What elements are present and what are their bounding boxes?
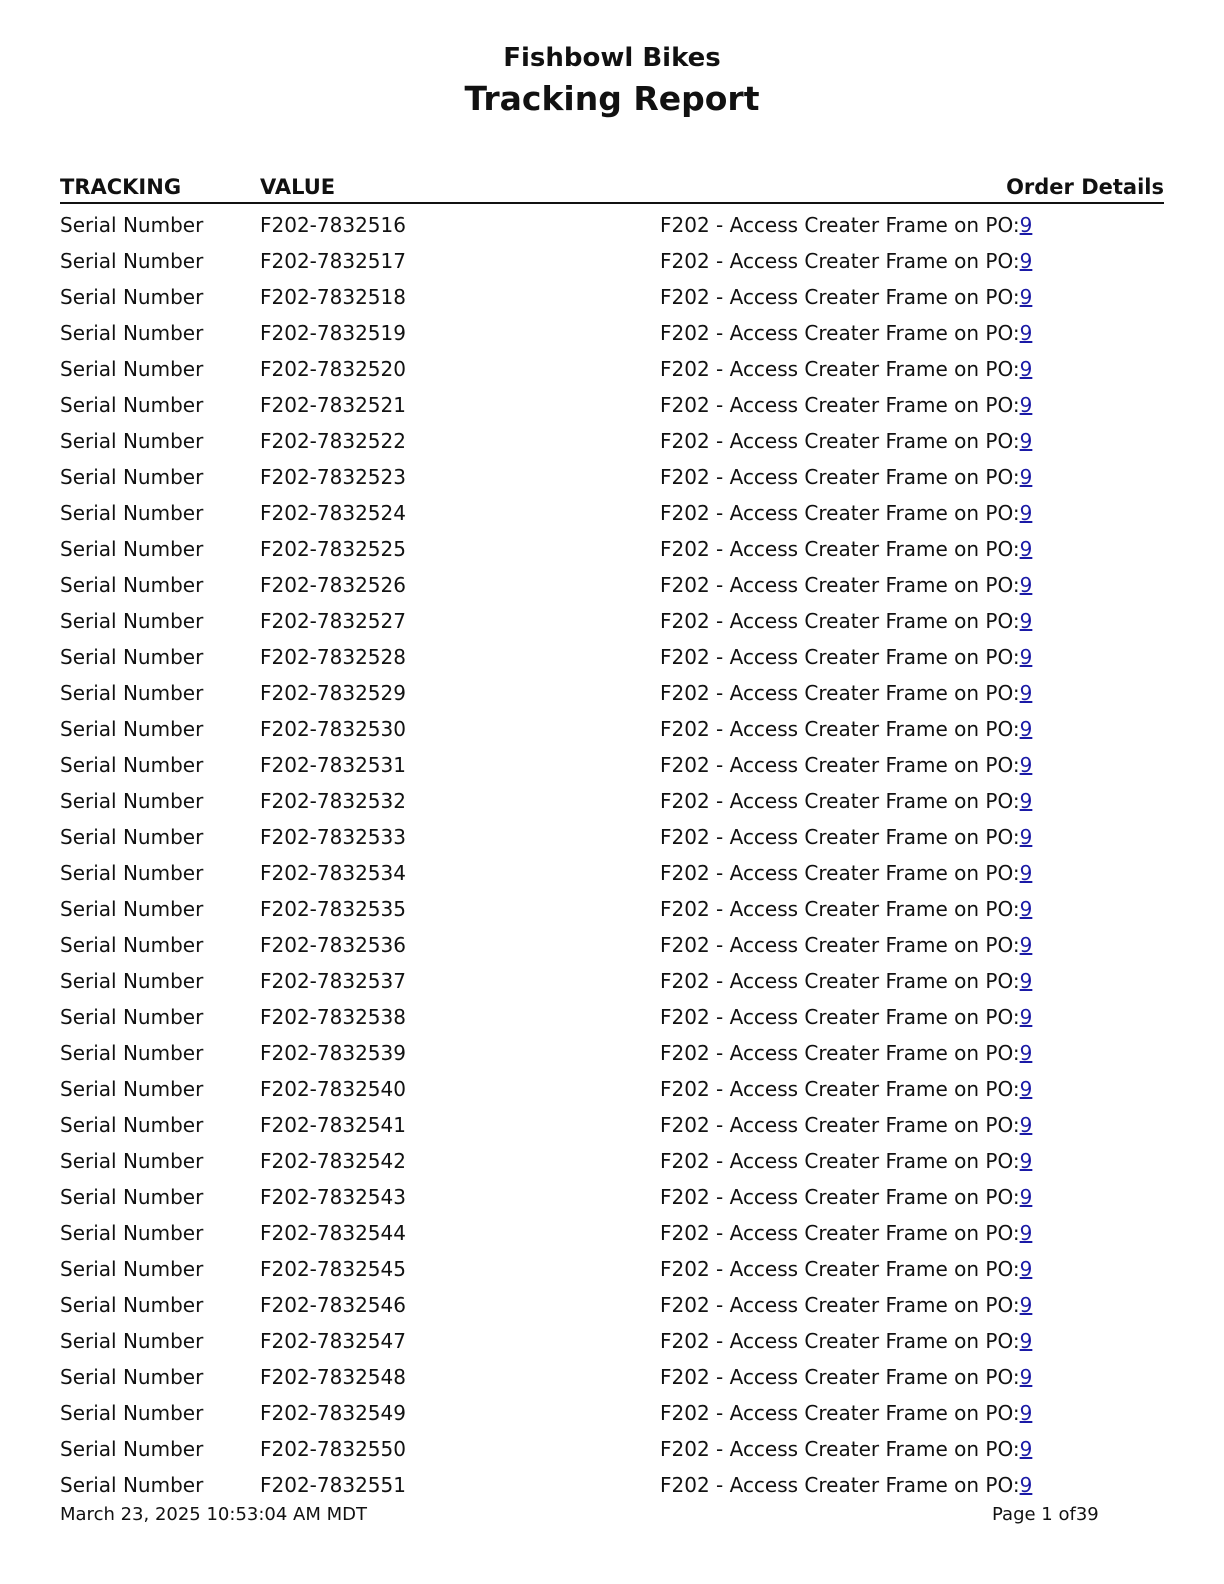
table-row: [60, 965, 1164, 1001]
table-row: [60, 1361, 1164, 1397]
report-timestamp: March 23, 2025 10:53:04 AM MDT: [60, 1504, 367, 1525]
page-number: Page 1 of39: [992, 1504, 1099, 1525]
table-row: [60, 785, 1164, 821]
serial-value: F202-7832542: [260, 1149, 406, 1173]
table-row: [60, 569, 1164, 605]
table-row: [60, 857, 1164, 893]
order-detail-text: F202 - Access Creater Frame on PO:: [660, 933, 1020, 957]
order-detail: [660, 1289, 1032, 1321]
order-detail-text: F202 - Access Creater Frame on PO:: [660, 1365, 1020, 1389]
order-detail: [660, 569, 1032, 601]
po-link[interactable]: 9: [1019, 1401, 1033, 1425]
tracking-type: Serial Number: [60, 897, 204, 921]
tracking-type: Serial Number: [60, 465, 204, 489]
po-link[interactable]: 9: [1019, 969, 1033, 993]
po-link[interactable]: 9: [1019, 933, 1033, 957]
po-link[interactable]: 9: [1019, 1041, 1033, 1065]
po-link[interactable]: 9: [1019, 357, 1033, 381]
order-detail: [660, 209, 1032, 241]
table-row: [60, 1001, 1164, 1037]
serial-value: F202-7832516: [260, 213, 406, 237]
table-row: [60, 1217, 1164, 1253]
tracking-type: Serial Number: [60, 753, 204, 777]
po-link[interactable]: 9: [1019, 1473, 1033, 1497]
po-link[interactable]: 9: [1019, 717, 1033, 741]
order-detail: [660, 281, 1032, 313]
table-row: [60, 893, 1164, 929]
table-row: [60, 317, 1164, 353]
page-footer: [60, 1500, 1164, 1530]
tracking-type: Serial Number: [60, 573, 204, 597]
order-detail-text: F202 - Access Creater Frame on PO:: [660, 969, 1020, 993]
serial-value: F202-7832548: [260, 1365, 406, 1389]
po-link[interactable]: 9: [1019, 1149, 1033, 1173]
table-row: [60, 389, 1164, 425]
tracking-type: Serial Number: [60, 537, 204, 561]
order-detail: [660, 1181, 1032, 1213]
serial-value: F202-7832526: [260, 573, 406, 597]
order-detail-text: F202 - Access Creater Frame on PO:: [660, 825, 1020, 849]
tracking-type: Serial Number: [60, 933, 204, 957]
order-detail-text: F202 - Access Creater Frame on PO:: [660, 429, 1020, 453]
po-link[interactable]: 9: [1019, 681, 1033, 705]
order-detail-text: F202 - Access Creater Frame on PO:: [660, 285, 1020, 309]
serial-value: F202-7832528: [260, 645, 406, 669]
tracking-type: Serial Number: [60, 969, 204, 993]
tracking-type: Serial Number: [60, 357, 204, 381]
table-row: [60, 677, 1164, 713]
order-detail: [660, 317, 1032, 349]
order-detail: [660, 749, 1032, 781]
tracking-type: Serial Number: [60, 321, 204, 345]
order-detail-text: F202 - Access Creater Frame on PO:: [660, 213, 1020, 237]
order-detail: [660, 1433, 1032, 1465]
tracking-type: Serial Number: [60, 1221, 204, 1245]
order-detail-text: F202 - Access Creater Frame on PO:: [660, 249, 1020, 273]
report-title: Tracking Report: [464, 79, 760, 118]
tracking-type: Serial Number: [60, 1401, 204, 1425]
order-detail: [660, 821, 1032, 853]
table-row: [60, 1289, 1164, 1325]
serial-value: F202-7832546: [260, 1293, 406, 1317]
order-detail-text: F202 - Access Creater Frame on PO:: [660, 537, 1020, 561]
tracking-type: Serial Number: [60, 717, 204, 741]
table-row: [60, 353, 1164, 389]
order-detail: [660, 1145, 1032, 1177]
order-detail-text: F202 - Access Creater Frame on PO:: [660, 1041, 1020, 1065]
table-row: [60, 497, 1164, 533]
serial-value: F202-7832519: [260, 321, 406, 345]
tracking-type: Serial Number: [60, 1041, 204, 1065]
po-link[interactable]: 9: [1019, 573, 1033, 597]
serial-value: F202-7832521: [260, 393, 406, 417]
order-detail: [660, 713, 1032, 745]
serial-value: F202-7832544: [260, 1221, 406, 1245]
serial-value: F202-7832529: [260, 681, 406, 705]
serial-value: F202-7832539: [260, 1041, 406, 1065]
order-detail-text: F202 - Access Creater Frame on PO:: [660, 393, 1020, 417]
serial-value: F202-7832536: [260, 933, 406, 957]
serial-value: F202-7832538: [260, 1005, 406, 1029]
order-detail-text: F202 - Access Creater Frame on PO:: [660, 501, 1020, 525]
table-row: [60, 245, 1164, 281]
serial-value: F202-7832527: [260, 609, 406, 633]
po-link[interactable]: 9: [1019, 285, 1033, 309]
table-row: [60, 1253, 1164, 1289]
table-row: [60, 821, 1164, 857]
po-link[interactable]: 9: [1019, 537, 1033, 561]
column-header-value: VALUE: [260, 175, 336, 199]
serial-value: F202-7832522: [260, 429, 406, 453]
po-link[interactable]: 9: [1019, 609, 1033, 633]
order-detail: [660, 893, 1032, 925]
po-link[interactable]: 9: [1019, 1257, 1033, 1281]
po-link[interactable]: 9: [1019, 1365, 1033, 1389]
tracking-type: Serial Number: [60, 1293, 204, 1317]
table-row: [60, 1325, 1164, 1361]
order-detail: [660, 533, 1032, 565]
order-detail: [660, 677, 1032, 709]
tracking-type: Serial Number: [60, 645, 204, 669]
table-row: [60, 1433, 1164, 1469]
table-row: [60, 425, 1164, 461]
order-detail-text: F202 - Access Creater Frame on PO:: [660, 1077, 1020, 1101]
po-link[interactable]: 9: [1019, 1185, 1033, 1209]
tracking-type: Serial Number: [60, 1365, 204, 1389]
order-detail-text: F202 - Access Creater Frame on PO:: [660, 1401, 1020, 1425]
order-detail-text: F202 - Access Creater Frame on PO:: [660, 573, 1020, 597]
order-detail: [660, 461, 1032, 493]
order-detail-text: F202 - Access Creater Frame on PO:: [660, 1005, 1020, 1029]
order-detail-text: F202 - Access Creater Frame on PO:: [660, 1257, 1020, 1281]
tracking-type: Serial Number: [60, 501, 204, 525]
serial-value: F202-7832531: [260, 753, 406, 777]
order-detail: [660, 1037, 1032, 1069]
tracking-type: Serial Number: [60, 429, 204, 453]
order-detail: [660, 389, 1032, 421]
order-detail-text: F202 - Access Creater Frame on PO:: [660, 897, 1020, 921]
table-row: [60, 1181, 1164, 1217]
tracking-type: Serial Number: [60, 609, 204, 633]
order-detail-text: F202 - Access Creater Frame on PO:: [660, 1437, 1020, 1461]
po-link[interactable]: 9: [1019, 645, 1033, 669]
po-link[interactable]: 9: [1019, 249, 1033, 273]
order-detail-text: F202 - Access Creater Frame on PO:: [660, 1293, 1020, 1317]
order-detail: [660, 497, 1032, 529]
po-link[interactable]: 9: [1019, 1113, 1033, 1137]
tracking-type: Serial Number: [60, 285, 204, 309]
order-detail-text: F202 - Access Creater Frame on PO:: [660, 465, 1020, 489]
tracking-type: Serial Number: [60, 825, 204, 849]
table-row: [60, 1073, 1164, 1109]
order-detail: [660, 605, 1032, 637]
tracking-type: Serial Number: [60, 393, 204, 417]
serial-value: F202-7832540: [260, 1077, 406, 1101]
table-row: [60, 281, 1164, 317]
table-row: [60, 1037, 1164, 1073]
po-link[interactable]: 9: [1019, 1329, 1033, 1353]
order-detail-text: F202 - Access Creater Frame on PO:: [660, 861, 1020, 885]
po-link[interactable]: 9: [1019, 1221, 1033, 1245]
table-row: [60, 929, 1164, 965]
serial-value: F202-7832541: [260, 1113, 406, 1137]
po-link[interactable]: 9: [1019, 825, 1033, 849]
table-row: [60, 713, 1164, 749]
tracking-type: Serial Number: [60, 1329, 204, 1353]
tracking-type: Serial Number: [60, 1005, 204, 1029]
serial-value: F202-7832523: [260, 465, 406, 489]
order-detail: [660, 1073, 1032, 1105]
order-detail: [660, 1253, 1032, 1285]
order-detail-text: F202 - Access Creater Frame on PO:: [660, 609, 1020, 633]
table-row: [60, 461, 1164, 497]
tracking-type: Serial Number: [60, 1473, 204, 1497]
tracking-type: Serial Number: [60, 1077, 204, 1101]
order-detail-text: F202 - Access Creater Frame on PO:: [660, 1329, 1020, 1353]
order-detail: [660, 1217, 1032, 1249]
company-name: Fishbowl Bikes: [503, 43, 721, 73]
order-detail-text: F202 - Access Creater Frame on PO:: [660, 717, 1020, 741]
serial-value: F202-7832545: [260, 1257, 406, 1281]
order-detail: [660, 929, 1032, 961]
serial-value: F202-7832535: [260, 897, 406, 921]
po-link[interactable]: 9: [1019, 429, 1033, 453]
serial-value: F202-7832532: [260, 789, 406, 813]
order-detail-text: F202 - Access Creater Frame on PO:: [660, 681, 1020, 705]
tracking-type: Serial Number: [60, 1257, 204, 1281]
table-row: [60, 1397, 1164, 1433]
po-link[interactable]: 9: [1019, 1005, 1033, 1029]
table-row: [60, 749, 1164, 785]
tracking-type: Serial Number: [60, 1149, 204, 1173]
column-header-tracking: TRACKING: [60, 175, 182, 199]
tracking-type: Serial Number: [60, 213, 204, 237]
table-row: [60, 605, 1164, 641]
order-detail: [660, 1325, 1032, 1357]
serial-value: F202-7832524: [260, 501, 406, 525]
order-detail-text: F202 - Access Creater Frame on PO:: [660, 1149, 1020, 1173]
table-row: [60, 1145, 1164, 1181]
order-detail-text: F202 - Access Creater Frame on PO:: [660, 1113, 1020, 1137]
po-link[interactable]: 9: [1019, 1077, 1033, 1101]
po-link[interactable]: 9: [1019, 393, 1033, 417]
table-row: [60, 1109, 1164, 1145]
table-row: [60, 533, 1164, 569]
serial-value: F202-7832551: [260, 1473, 406, 1497]
order-detail: [660, 425, 1032, 457]
serial-value: F202-7832549: [260, 1401, 406, 1425]
order-detail: [660, 245, 1032, 277]
po-link[interactable]: 9: [1019, 861, 1033, 885]
serial-value: F202-7832543: [260, 1185, 406, 1209]
tracking-type: Serial Number: [60, 1437, 204, 1461]
order-detail: [660, 1397, 1032, 1429]
tracking-type: Serial Number: [60, 789, 204, 813]
serial-value: F202-7832517: [260, 249, 406, 273]
po-link[interactable]: 9: [1019, 1437, 1033, 1461]
order-detail: [660, 785, 1032, 817]
order-detail-text: F202 - Access Creater Frame on PO:: [660, 321, 1020, 345]
order-detail: [660, 1109, 1032, 1141]
table-header: [60, 172, 1164, 204]
order-detail: [660, 641, 1032, 673]
serial-value: F202-7832547: [260, 1329, 406, 1353]
serial-value: F202-7832550: [260, 1437, 406, 1461]
order-detail-text: F202 - Access Creater Frame on PO:: [660, 1473, 1020, 1497]
serial-value: F202-7832525: [260, 537, 406, 561]
tracking-type: Serial Number: [60, 861, 204, 885]
order-detail: [660, 857, 1032, 889]
po-link[interactable]: 9: [1019, 213, 1033, 237]
po-link[interactable]: 9: [1019, 789, 1033, 813]
tracking-type: Serial Number: [60, 1185, 204, 1209]
order-detail: [660, 965, 1032, 997]
table-row: [60, 209, 1164, 245]
tracking-type: Serial Number: [60, 1113, 204, 1137]
po-link[interactable]: 9: [1019, 753, 1033, 777]
order-detail: [660, 1361, 1032, 1393]
po-link[interactable]: 9: [1019, 465, 1033, 489]
serial-value: F202-7832530: [260, 717, 406, 741]
order-detail: [660, 1001, 1032, 1033]
po-link[interactable]: 9: [1019, 1293, 1033, 1317]
serial-value: F202-7832534: [260, 861, 406, 885]
order-detail: [660, 1469, 1032, 1501]
tracking-type: Serial Number: [60, 249, 204, 273]
order-detail-text: F202 - Access Creater Frame on PO:: [660, 357, 1020, 381]
po-link[interactable]: 9: [1019, 321, 1033, 345]
table-body: [60, 209, 1164, 1505]
order-detail-text: F202 - Access Creater Frame on PO:: [660, 1185, 1020, 1209]
serial-value: F202-7832537: [260, 969, 406, 993]
column-header-order-details: Order Details: [1006, 175, 1164, 199]
order-detail-text: F202 - Access Creater Frame on PO:: [660, 645, 1020, 669]
order-detail-text: F202 - Access Creater Frame on PO:: [660, 753, 1020, 777]
table-row: [60, 641, 1164, 677]
order-detail-text: F202 - Access Creater Frame on PO:: [660, 1221, 1020, 1245]
tracking-type: Serial Number: [60, 681, 204, 705]
po-link[interactable]: 9: [1019, 501, 1033, 525]
order-detail-text: F202 - Access Creater Frame on PO:: [660, 789, 1020, 813]
serial-value: F202-7832518: [260, 285, 406, 309]
order-detail: [660, 353, 1032, 385]
po-link[interactable]: 9: [1019, 897, 1033, 921]
serial-value: F202-7832520: [260, 357, 406, 381]
serial-value: F202-7832533: [260, 825, 406, 849]
